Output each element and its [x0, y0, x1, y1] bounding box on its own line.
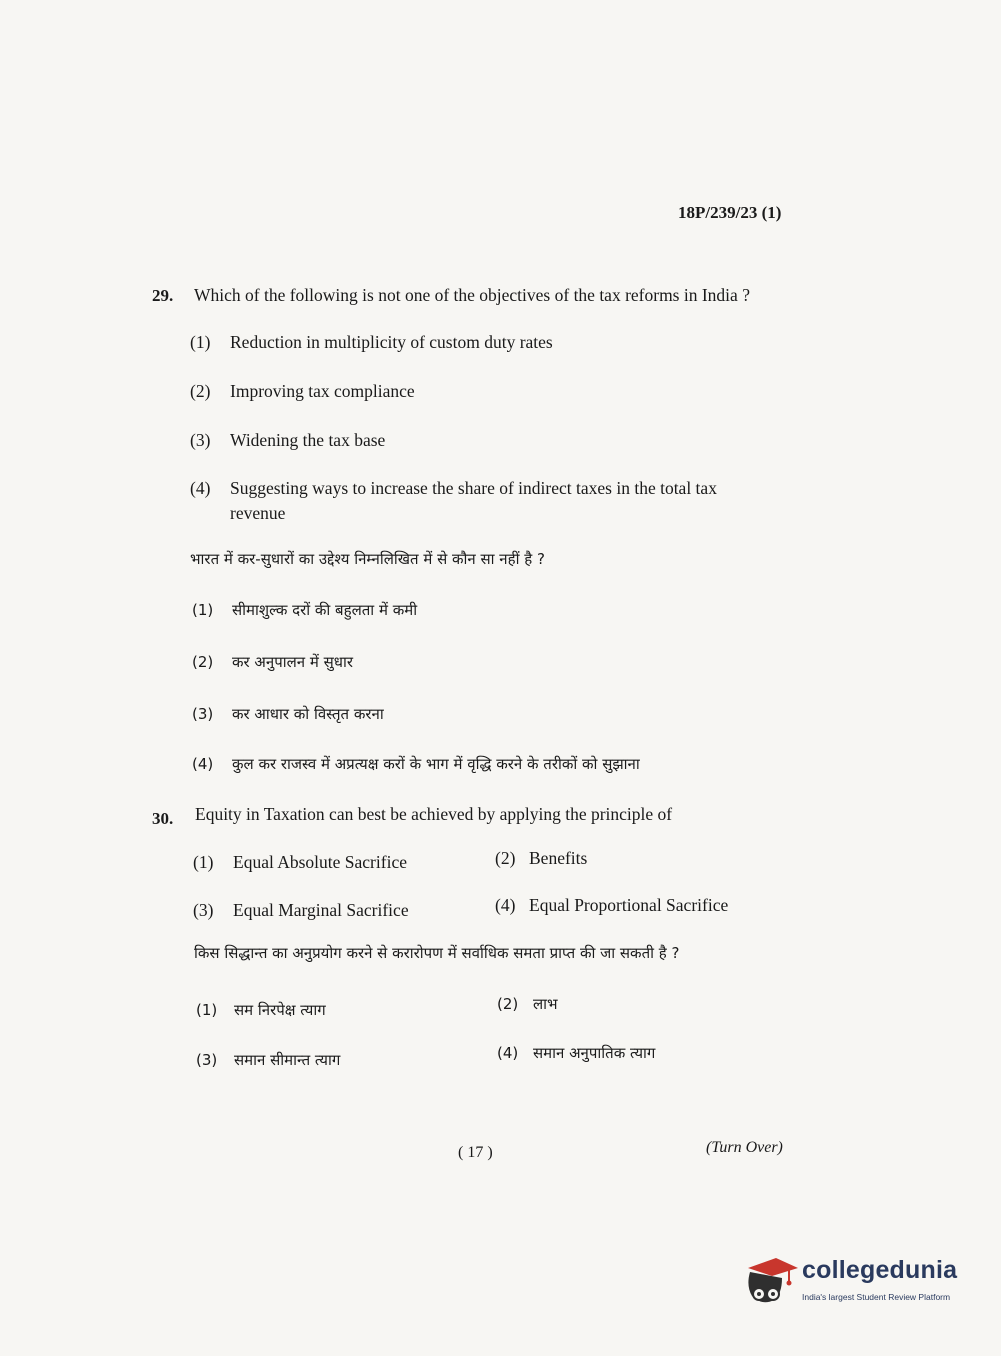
q30-option-3: (3) Equal Marginal Sacrifice — [193, 900, 409, 920]
question-29-text: Which of the following is not one of the objectives of the tax reforms in India ? — [194, 285, 750, 305]
collegedunia-logo-icon — [742, 1254, 798, 1308]
q29-hindi-option-4: (4) कुल कर राजस्व में अप्रत्यक्ष करों के भाग में वृद्धि करने के तरीकों को सुझाना — [192, 755, 640, 773]
q29-option-4: (4) Suggesting ways to increase the share of indirect taxes in the total tax — [190, 478, 717, 498]
question-30-number: 30. — [152, 809, 174, 828]
page-number: ( 17 ) — [458, 1144, 493, 1161]
q29-hindi-option-3: (3) कर आधार को विस्तृत करना — [192, 705, 384, 723]
question-29-number: 29. — [152, 286, 174, 305]
brand-tagline: India's largest Student Review Platform — [802, 1292, 951, 1302]
question-29-hindi-text: भारत में कर-सुधारों का उद्देश्य निम्नलिखित में से कौन सा नहीं है ? — [190, 550, 545, 568]
brand-name: collegedunia — [802, 1256, 958, 1284]
q29-option-4-continued: revenue — [230, 503, 286, 523]
q29-hindi-option-2: (2) कर अनुपालन में सुधार — [192, 653, 353, 671]
q30-hindi-option-1: (1) सम निरपेक्ष त्याग — [196, 1001, 326, 1019]
question-30-text: Equity in Taxation can best be achieved by applying the principle of — [195, 804, 673, 824]
q30-option-4: (4) Equal Proportional Sacrifice — [495, 895, 729, 915]
q30-hindi-option-2: (2) लाभ — [497, 995, 558, 1013]
q29-hindi-option-1: (1) सीमाशुल्क दरों की बहुलता में कमी — [192, 601, 418, 619]
q30-hindi-option-4: (4) समान अनुपातिक त्याग — [497, 1044, 656, 1062]
q30-hindi-option-3: (3) समान सीमान्त त्याग — [196, 1051, 341, 1069]
q29-option-2: (2) Improving tax compliance — [190, 381, 415, 401]
q30-option-2: (2) Benefits — [495, 848, 588, 868]
q29-option-1: (1) Reduction in multiplicity of custom duty rates — [190, 332, 553, 352]
collegedunia-watermark — [742, 1252, 972, 1312]
q30-option-1: (1) Equal Absolute Sacrifice — [193, 852, 407, 872]
paper-code: 18P/239/23 (1) — [678, 203, 782, 222]
turn-over-note: (Turn Over) — [706, 1139, 783, 1156]
q29-option-3: (3) Widening the tax base — [190, 430, 386, 450]
question-30-hindi-text: किस सिद्धान्त का अनुप्रयोग करने से करारोपण में सर्वाधिक समता प्राप्त की जा सकती है ? — [194, 944, 680, 962]
